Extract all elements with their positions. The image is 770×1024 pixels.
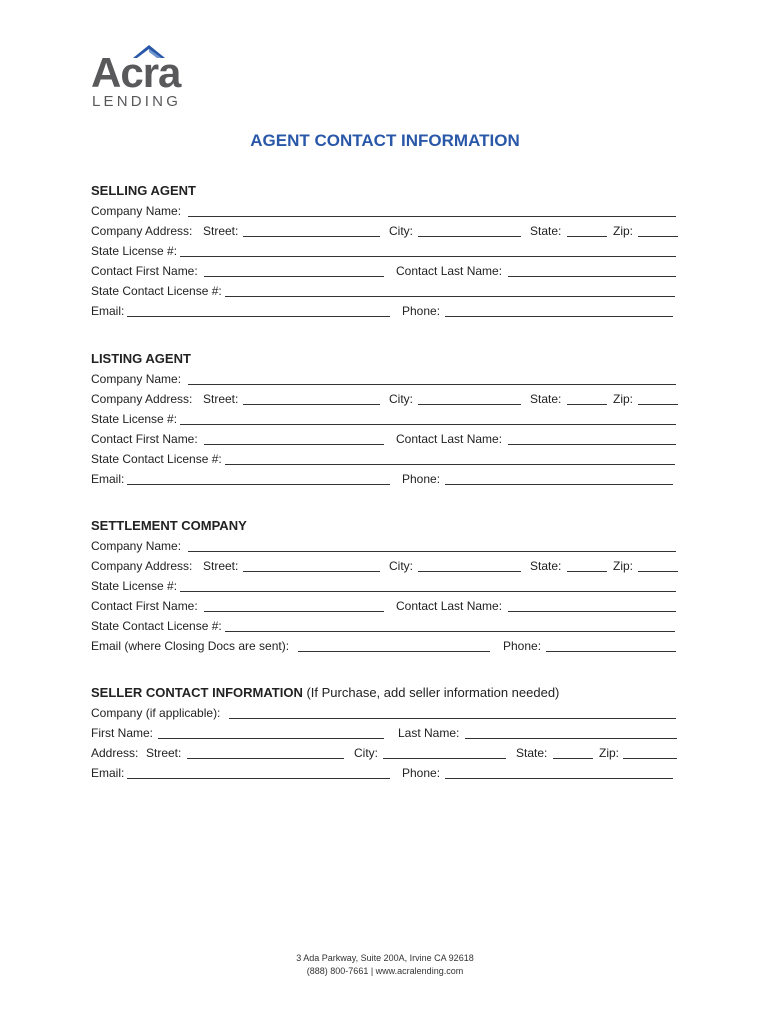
contact-first-name-field[interactable] [204,611,384,612]
contact-last-name-label: Contact Last Name: [396,264,503,278]
footer-address: 3 Ada Parkway, Suite 200A, Irvine CA 92618 [296,953,474,963]
contact-license-row [91,616,691,636]
city-field[interactable] [418,571,521,572]
state-label: State: [530,224,562,238]
company-name-field[interactable] [188,216,676,217]
company-name-label: Company Name: [91,372,182,386]
state-field[interactable] [567,571,607,572]
section-heading: SETTLEMENT COMPANY [91,518,247,533]
selling-agent-section [91,181,691,321]
zip-label: Zip: [613,559,634,573]
state-field[interactable] [567,236,607,237]
zip-field[interactable] [638,236,678,237]
city-field[interactable] [418,404,521,405]
street-field[interactable] [243,404,380,405]
city-field[interactable] [418,236,521,237]
contact-license-row [91,449,691,469]
street-field[interactable] [243,236,380,237]
contact-first-name-field[interactable] [204,276,384,277]
email-field[interactable] [298,651,490,652]
footer-contact: (888) 800-7661 | www.acralending.com [306,966,464,976]
contact-license-field[interactable] [225,631,675,632]
state-label: State: [530,559,562,573]
street-label: Street: [146,746,182,760]
section-heading [91,683,691,703]
state-field[interactable] [567,404,607,405]
contact-name-row [91,596,691,616]
state-license-field[interactable] [180,424,676,425]
state-license-field[interactable] [180,591,676,592]
state-license-field[interactable] [180,256,676,257]
logo-subtitle: LENDING [92,93,182,110]
section-note: (If Purchase, add seller information needed) [306,685,560,700]
company-name-row [91,201,691,221]
phone-label: Phone: [402,304,441,318]
city-label: City: [389,559,413,573]
contact-last-name-field[interactable] [508,276,676,277]
city-label: City: [389,392,413,406]
company-address-row [91,556,691,576]
address-label: Address: [91,746,139,760]
contact-last-name-label: Contact Last Name: [396,432,503,446]
settlement-company-section [91,516,691,656]
contact-last-name-field[interactable] [508,611,676,612]
state-license-label: State License #: [91,244,178,258]
street-field[interactable] [243,571,380,572]
email-phone-row [91,469,691,489]
phone-label: Phone: [402,472,441,486]
phone-label: Phone: [402,766,441,780]
logo-wordmark: Acra [91,49,181,96]
contact-name-row [91,429,691,449]
phone-field[interactable] [445,778,673,779]
city-label: City: [354,746,378,760]
email-field[interactable] [127,316,390,317]
state-label: State: [516,746,548,760]
contact-first-name-label: Contact First Name: [91,432,198,446]
section-heading-text: SELLER CONTACT INFORMATION [91,685,303,700]
last-name-label: Last Name: [398,726,460,740]
email-phone-row [91,636,691,656]
footer [0,952,770,978]
last-name-field[interactable] [465,738,677,739]
contact-name-row [91,261,691,281]
zip-field[interactable] [638,571,678,572]
company-address-row [91,389,691,409]
section-heading: SELLING AGENT [91,183,196,198]
email-field[interactable] [127,484,390,485]
state-license-row [91,409,691,429]
street-label: Street: [203,559,239,573]
phone-field[interactable] [445,316,673,317]
state-license-label: State License #: [91,579,178,593]
address-row [91,743,691,763]
contact-license-label: State Contact License #: [91,284,222,298]
state-field[interactable] [553,758,593,759]
seller-contact-section [91,683,691,783]
email-label: Email: [91,304,125,318]
email-field[interactable] [127,778,390,779]
street-label: Street: [203,392,239,406]
company-name-label: Company Name: [91,539,182,553]
phone-field[interactable] [445,484,673,485]
city-field[interactable] [383,758,506,759]
company-address-label: Company Address: [91,224,193,238]
phone-label: Phone: [503,639,542,653]
contact-first-name-field[interactable] [204,444,384,445]
state-license-label: State License #: [91,412,178,426]
contact-license-row [91,281,691,301]
zip-field[interactable] [638,404,678,405]
email-label: Email (where Closing Docs are sent): [91,639,290,653]
company-name-field[interactable] [188,384,676,385]
company-field[interactable] [229,718,676,719]
phone-field[interactable] [546,651,676,652]
company-name-field[interactable] [188,551,676,552]
name-row [91,723,691,743]
contact-last-name-field[interactable] [508,444,676,445]
city-label: City: [389,224,413,238]
email-label: Email: [91,472,125,486]
email-phone-row [91,301,691,321]
first-name-label: First Name: [91,726,154,740]
contact-last-name-label: Contact Last Name: [396,599,503,613]
listing-agent-section [91,349,691,489]
contact-license-label: State Contact License #: [91,452,222,466]
company-address-label: Company Address: [91,559,193,573]
acra-lending-logo [89,44,189,114]
zip-label: Zip: [613,392,634,406]
state-license-row [91,241,691,261]
company-name-row [91,369,691,389]
state-label: State: [530,392,562,406]
state-license-row [91,576,691,596]
company-address-row [91,221,691,241]
section-heading: LISTING AGENT [91,351,191,366]
contact-first-name-label: Contact First Name: [91,264,198,278]
street-field[interactable] [187,758,344,759]
company-name-row [91,536,691,556]
contact-license-field[interactable] [225,296,675,297]
first-name-field[interactable] [158,738,384,739]
contact-license-field[interactable] [225,464,675,465]
company-row [91,703,691,723]
company-address-label: Company Address: [91,392,193,406]
zip-label: Zip: [613,224,634,238]
email-label: Email: [91,766,125,780]
company-label: Company (if applicable): [91,706,221,720]
email-phone-row [91,763,691,783]
street-label: Street: [203,224,239,238]
company-name-label: Company Name: [91,204,182,218]
contact-first-name-label: Contact First Name: [91,599,198,613]
zip-field[interactable] [623,758,677,759]
contact-license-label: State Contact License #: [91,619,222,633]
zip-label: Zip: [599,746,620,760]
page-title: AGENT CONTACT INFORMATION [250,131,520,150]
